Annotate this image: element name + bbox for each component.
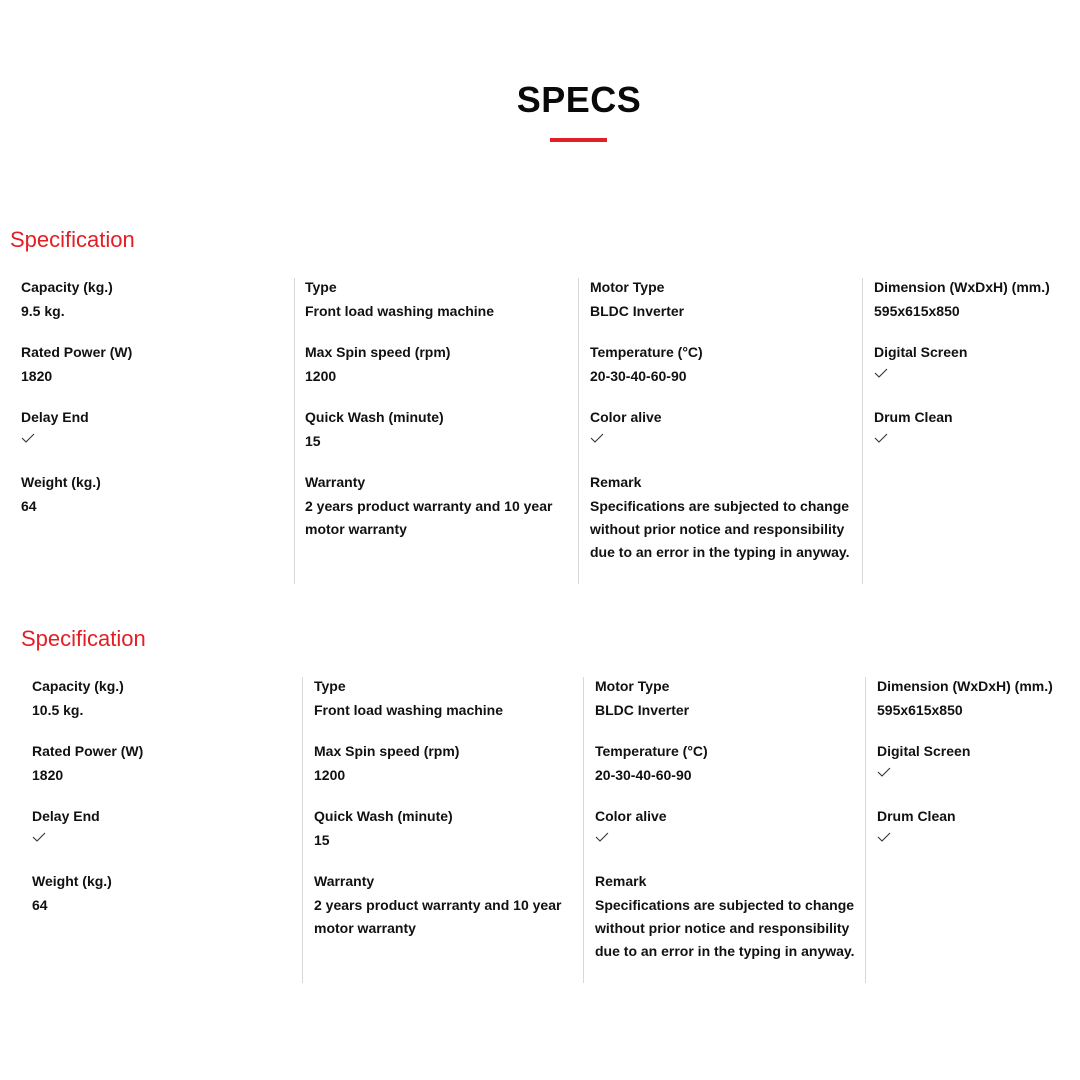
spec-value: 595x615x850 bbox=[874, 303, 960, 319]
spec-value: Specifications are subjected to change without prior notice and responsibility due to an error in the typing in anyway. bbox=[590, 498, 850, 560]
spec-label: Quick Wash (minute) bbox=[314, 808, 453, 824]
spec-label: Weight (kg.) bbox=[21, 474, 101, 490]
spec-value: 2 years product warranty and 10 year motor warranty bbox=[305, 498, 553, 537]
spec-column bbox=[10, 278, 294, 584]
spec-label: Rated Power (W) bbox=[32, 743, 144, 759]
spec-item bbox=[874, 408, 1079, 444]
spec-item bbox=[21, 408, 292, 444]
spec-item bbox=[305, 278, 577, 323]
spec-label: Color alive bbox=[590, 409, 662, 425]
spec-column bbox=[302, 677, 584, 983]
spec-item bbox=[590, 278, 861, 323]
spec-label: Quick Wash (minute) bbox=[305, 409, 444, 425]
spec-label: Max Spin speed (rpm) bbox=[305, 344, 451, 360]
check-icon bbox=[877, 831, 891, 843]
spec-value: BLDC Inverter bbox=[590, 303, 685, 319]
spec-item bbox=[590, 408, 861, 444]
spec-value: 15 bbox=[314, 832, 330, 848]
spec-label: Color alive bbox=[595, 808, 667, 824]
spec-item bbox=[21, 343, 292, 388]
spec-label: Remark bbox=[590, 474, 642, 490]
spec-label: Type bbox=[314, 678, 346, 694]
spec-label: Digital Screen bbox=[874, 344, 968, 360]
spec-item bbox=[590, 473, 861, 564]
spec-grid bbox=[10, 278, 1080, 584]
spec-column bbox=[294, 278, 579, 584]
spec-label: Temperature (°C) bbox=[595, 743, 708, 759]
spec-item bbox=[314, 677, 582, 722]
spec-item bbox=[595, 807, 864, 843]
spec-label: Dimension (WxDxH) (mm.) bbox=[874, 279, 1050, 295]
spec-value: 15 bbox=[305, 433, 321, 449]
spec-value: Specifications are subjected to change without prior notice and responsibility due to an error in the typing in anyway. bbox=[595, 897, 855, 959]
spec-label: Dimension (WxDxH) (mm.) bbox=[877, 678, 1053, 694]
spec-item bbox=[32, 807, 300, 843]
spec-label: Delay End bbox=[21, 409, 89, 425]
check-icon bbox=[32, 831, 46, 843]
spec-label: Capacity (kg.) bbox=[21, 279, 113, 295]
page-title: SPECS bbox=[516, 79, 642, 120]
spec-label: Weight (kg.) bbox=[32, 873, 112, 889]
spec-column bbox=[578, 278, 863, 584]
spec-value: Front load washing machine bbox=[305, 303, 495, 319]
spec-heading: Specification bbox=[10, 227, 135, 252]
spec-item bbox=[314, 742, 582, 787]
spec-item bbox=[32, 742, 300, 787]
check-icon bbox=[874, 367, 888, 379]
spec-item bbox=[874, 278, 1079, 323]
spec-column bbox=[21, 677, 302, 983]
spec-value: 9.5 kg. bbox=[21, 303, 65, 319]
spec-item bbox=[595, 677, 864, 722]
spec-item bbox=[595, 742, 864, 787]
spec-item bbox=[877, 742, 1079, 778]
spec-label: Drum Clean bbox=[874, 409, 953, 425]
spec-label: Motor Type bbox=[590, 279, 665, 295]
spec-item bbox=[21, 278, 292, 323]
spec-label: Drum Clean bbox=[877, 808, 956, 824]
spec-item bbox=[595, 872, 864, 963]
title-underline bbox=[550, 138, 607, 142]
spec-item bbox=[32, 872, 300, 917]
spec-label: Warranty bbox=[305, 474, 366, 490]
spec-value: 20-30-40-60-90 bbox=[595, 767, 692, 783]
spec-item bbox=[21, 473, 292, 518]
spec-column bbox=[583, 677, 866, 983]
check-icon bbox=[21, 432, 35, 444]
spec-item bbox=[314, 807, 582, 852]
spec-item bbox=[874, 343, 1079, 379]
spec-item bbox=[877, 677, 1079, 722]
spec-label: Remark bbox=[595, 873, 647, 889]
spec-value: BLDC Inverter bbox=[595, 702, 690, 718]
spec-label: Motor Type bbox=[595, 678, 670, 694]
spec-value: 1200 bbox=[305, 368, 337, 384]
spec-column bbox=[862, 278, 1080, 584]
spec-label: Max Spin speed (rpm) bbox=[314, 743, 460, 759]
spec-label: Warranty bbox=[314, 873, 375, 889]
spec-value: 2 years product warranty and 10 year motor warranty bbox=[314, 897, 562, 936]
spec-value: 1820 bbox=[32, 767, 64, 783]
spec-item bbox=[314, 872, 582, 940]
spec-item bbox=[305, 343, 577, 388]
check-icon bbox=[874, 432, 888, 444]
check-icon bbox=[595, 831, 609, 843]
spec-label: Delay End bbox=[32, 808, 100, 824]
spec-column bbox=[865, 677, 1080, 983]
spec-grid bbox=[21, 677, 1080, 983]
spec-item bbox=[305, 408, 577, 453]
spec-heading: Specification bbox=[21, 626, 146, 651]
spec-item bbox=[32, 677, 300, 722]
spec-value: Front load washing machine bbox=[314, 702, 504, 718]
check-icon bbox=[877, 766, 891, 778]
check-icon bbox=[590, 432, 604, 444]
spec-label: Capacity (kg.) bbox=[32, 678, 124, 694]
spec-item bbox=[590, 343, 861, 388]
spec-label: Digital Screen bbox=[877, 743, 971, 759]
spec-item bbox=[877, 807, 1079, 843]
spec-value: 1200 bbox=[314, 767, 346, 783]
spec-item bbox=[305, 473, 577, 541]
spec-value: 595x615x850 bbox=[877, 702, 963, 718]
spec-label: Type bbox=[305, 279, 337, 295]
spec-label: Temperature (°C) bbox=[590, 344, 703, 360]
spec-value: 1820 bbox=[21, 368, 53, 384]
spec-label: Rated Power (W) bbox=[21, 344, 133, 360]
spec-value: 64 bbox=[32, 897, 48, 913]
spec-value: 20-30-40-60-90 bbox=[590, 368, 687, 384]
spec-value: 64 bbox=[21, 498, 37, 514]
spec-value: 10.5 kg. bbox=[32, 702, 84, 718]
